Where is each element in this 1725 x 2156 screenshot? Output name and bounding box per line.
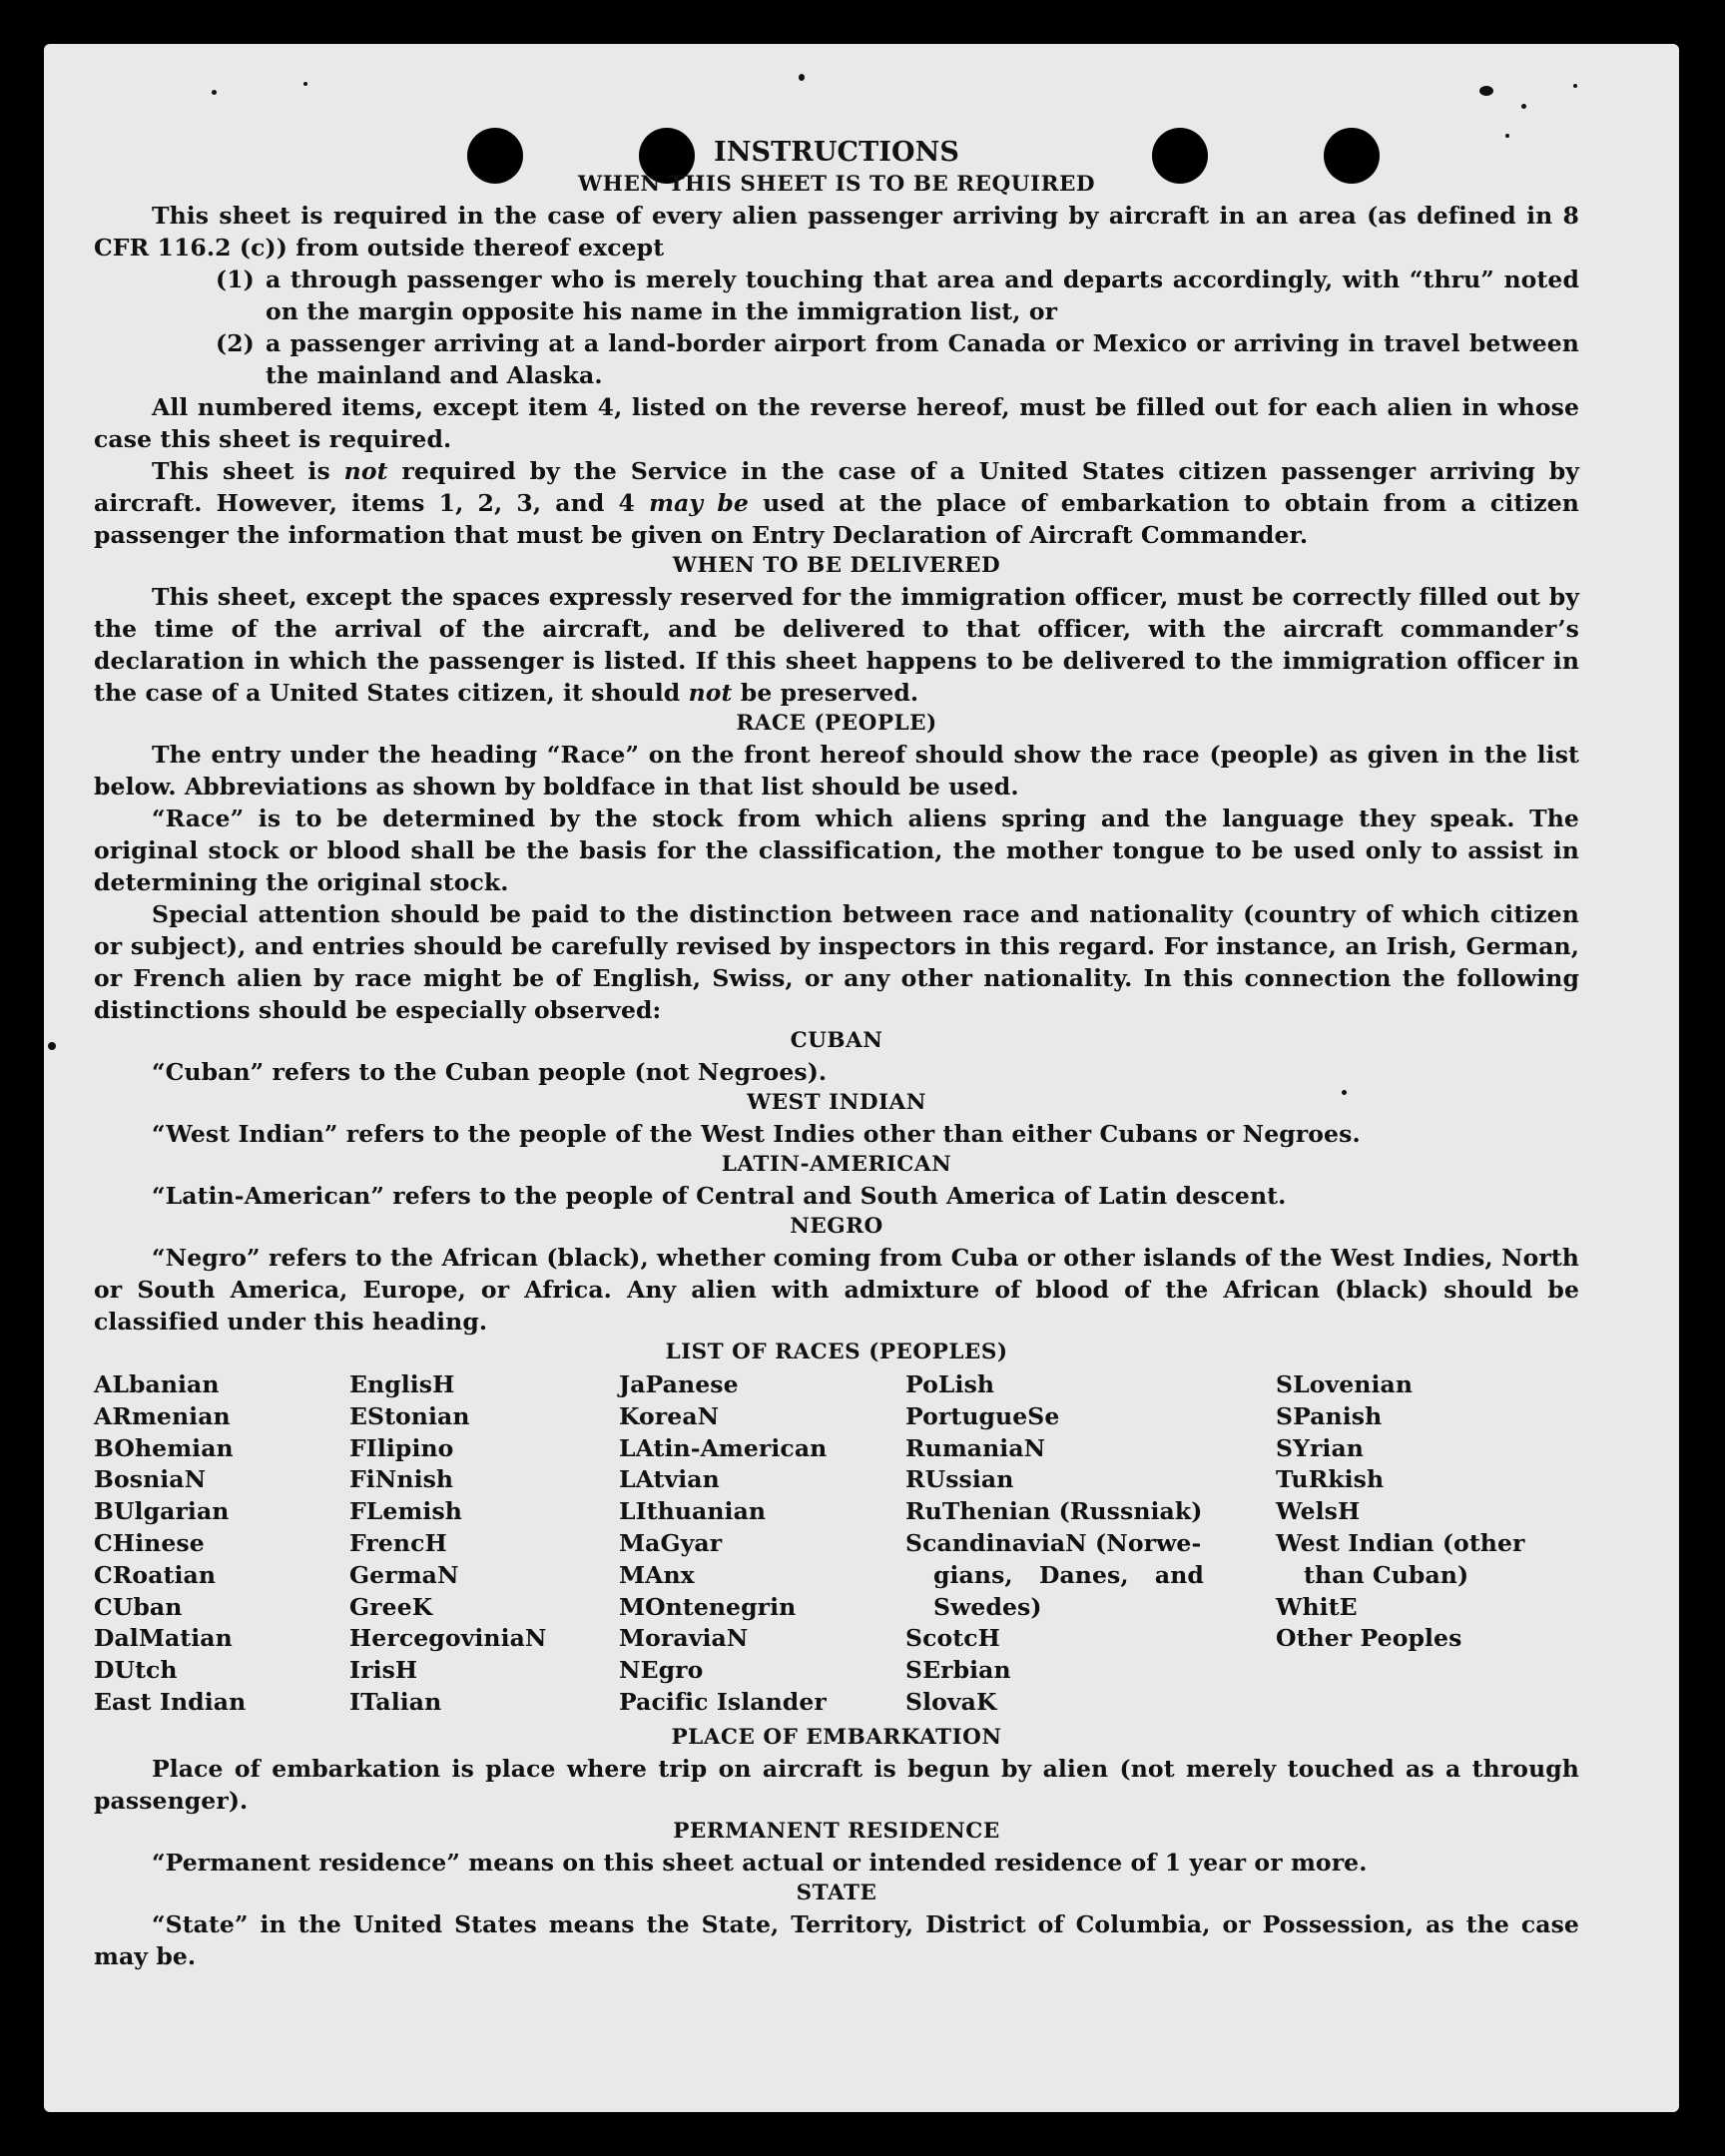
- race-item: CRoatian: [94, 1560, 217, 1589]
- race-item: SErbian: [905, 1656, 1011, 1685]
- race-item: EnglisH: [349, 1370, 455, 1398]
- race-item: RuThenian (Russniak): [905, 1497, 1203, 1526]
- race-item: PoLish: [905, 1370, 995, 1398]
- race-column-3: [619, 1369, 905, 1719]
- paragraph: The entry under the heading “Race” on the front hereof should show the race (people) as given in the list below. Abbreviations as shown by boldface in that list should be used.: [94, 741, 1579, 801]
- race-item-scandinavian-cont: Swedes): [933, 1592, 1042, 1621]
- page-title: INSTRUCTIONS: [714, 137, 959, 168]
- speck: [1521, 104, 1526, 109]
- paragraph: All numbered items, except item 4, listed on the reverse hereof, must be filled out for each alien in whose case this sheet is required.: [94, 393, 1579, 453]
- race-item: Pacific Islander: [619, 1687, 827, 1716]
- race-list: [94, 1369, 1579, 1719]
- speck: [799, 74, 805, 81]
- speck: [1479, 86, 1493, 96]
- race-item: ScotcH: [905, 1624, 1000, 1653]
- document-body: [94, 136, 1579, 1972]
- heading-negro: NEGRO: [790, 1214, 883, 1239]
- race-item: WelsH: [1276, 1497, 1361, 1526]
- heading-when-required: WHEN THIS SHEET IS TO BE REQUIRED: [578, 172, 1095, 197]
- paragraph: This sheet, except the spaces expressly reserved for the immigration officer, must be correctly filled out by the time of the arrival of the aircraft, and be delivered to that officer, with the aircraft commander’s declaration in which the passenger is listed. If this sheet happens to be delivered to the immigration officer in the case of a United States citizen, it should not be preserved.: [94, 583, 1579, 707]
- paragraph: “Latin-American” refers to the people of Central and South America of Latin descent.: [152, 1182, 1287, 1210]
- race-item: SlovaK: [905, 1687, 997, 1716]
- race-item: ALbanian: [94, 1370, 220, 1398]
- race-item: IrisH: [349, 1656, 418, 1685]
- heading-west-indian: WEST INDIAN: [747, 1090, 926, 1115]
- heading-state: STATE: [796, 1880, 877, 1905]
- paragraph: “Permanent residence” means on this sheet actual or intended residence of 1 year or more.: [152, 1848, 1368, 1877]
- race-item: East Indian: [94, 1687, 247, 1716]
- paragraph: “Negro” refers to the African (black), whether coming from Cuba or other islands of the West Indies, North or South America, Europe, or Africa. Any alien with admixture of blood of the African (black) should be classified under this heading.: [94, 1244, 1579, 1336]
- race-item: BosniaN: [94, 1465, 207, 1494]
- heading-permanent-residence: PERMANENT RESIDENCE: [673, 1818, 1000, 1844]
- race-item: MaGyar: [619, 1528, 723, 1557]
- race-item: RUssian: [905, 1465, 1014, 1494]
- speck: [48, 1042, 56, 1050]
- race-item: MAnx: [619, 1560, 695, 1589]
- race-item: TuRkish: [1276, 1465, 1385, 1494]
- heading-place-of-embarkation: PLACE OF EMBARKATION: [671, 1724, 1002, 1750]
- race-item: ARmenian: [94, 1401, 231, 1430]
- speck: [1342, 1090, 1347, 1095]
- race-item: LAtvian: [619, 1465, 720, 1494]
- item-number: (2): [216, 329, 255, 357]
- heading-list-of-races: LIST OF RACES (PEOPLES): [665, 1340, 1008, 1364]
- race-item: PortugueSe: [905, 1401, 1060, 1430]
- race-item: MoraviaN: [619, 1624, 749, 1653]
- paragraph: “State” in the United States means the State, Territory, District of Columbia, or Possession, as the case may be.: [94, 1909, 1579, 1970]
- race-item: EStonian: [349, 1401, 470, 1430]
- race-item: GreeK: [349, 1592, 433, 1621]
- race-column-1: [94, 1369, 349, 1719]
- race-item: FLemish: [349, 1497, 462, 1526]
- race-item: MOntenegrin: [619, 1592, 797, 1621]
- paragraph: This sheet is required in the case of every alien passenger arriving by aircraft in an area (as defined in 8 CFR 116.2 (c)) from outside thereof except: [94, 202, 1579, 262]
- race-item: HercegoviniaN: [349, 1624, 547, 1653]
- race-item: LAtin-American: [619, 1433, 828, 1462]
- paragraph: “Race” is to be determined by the stock from which aliens spring and the language they speak. The original stock or blood shall be the basis for the classification, the mother tongue to be used only to assist in determining the original stock.: [94, 805, 1579, 896]
- race-item: KoreaN: [619, 1401, 720, 1430]
- race-item-scandinavian: ScandinaviaN (Norwe-: [905, 1528, 1202, 1557]
- race-item: FIlipino: [349, 1433, 454, 1462]
- paragraph: “Cuban” refers to the Cuban people (not Negroes).: [152, 1058, 828, 1086]
- heading-race: RACE (PEOPLE): [736, 711, 937, 736]
- race-item: NEgro: [619, 1656, 704, 1685]
- item-number: (1): [216, 266, 255, 293]
- race-item: CHinese: [94, 1528, 205, 1557]
- speck: [1505, 134, 1509, 138]
- race-item: SPanish: [1276, 1401, 1383, 1430]
- race-column-5: [1276, 1369, 1579, 1719]
- list-item: [94, 327, 1579, 391]
- race-item: ITalian: [349, 1687, 442, 1716]
- item-text: a passenger arriving at a land-border airport from Canada or Mexico or arriving in travel between the mainland and Alaska.: [266, 329, 1579, 389]
- race-item: BOhemian: [94, 1433, 234, 1462]
- paragraph: This sheet is not required by the Service in the case of a United States citizen passenger arriving by aircraft. However, items 1, 2, 3, and 4 may be used at the place of embarkation to obtain from a citizen passenger the information that must be given on Entry Declaration of Aircraft Commander.: [94, 457, 1579, 549]
- paragraph: “West Indian” refers to the people of the West Indies other than either Cubans or Negroes.: [152, 1120, 1361, 1148]
- race-item: GermaN: [349, 1560, 459, 1589]
- race-item: SLovenian: [1276, 1370, 1414, 1398]
- race-item: JaPanese: [619, 1370, 739, 1398]
- list-item: [94, 264, 1579, 327]
- race-item-west-indian-cont: than Cuban): [1304, 1560, 1469, 1589]
- race-column-4: [905, 1369, 1276, 1719]
- race-item: FrencH: [349, 1528, 447, 1557]
- heading-when-delivered: WHEN TO BE DELIVERED: [672, 553, 1001, 578]
- race-item: SYrian: [1276, 1433, 1364, 1462]
- speck: [303, 82, 307, 86]
- race-item: BUlgarian: [94, 1497, 230, 1526]
- paragraph: Place of embarkation is place where trip on aircraft is begun by alien (not merely touched as a through passenger).: [94, 1754, 1579, 1815]
- heading-cuban: CUBAN: [790, 1028, 883, 1053]
- race-item: DalMatian: [94, 1624, 233, 1653]
- speck: [1573, 84, 1577, 88]
- race-item: Other Peoples: [1276, 1624, 1462, 1653]
- speck: [212, 90, 217, 95]
- paragraph: Special attention should be paid to the distinction between race and nationality (country of which citizen or subject), and entries should be carefully revised by inspectors in this regard. For instance, an Irish, German, or French alien by race might be of English, Swiss, or any other nationality. In this connection the following distinctions should be especially observed:: [94, 900, 1579, 1024]
- race-item: CUban: [94, 1592, 183, 1621]
- race-column-2: [349, 1369, 619, 1719]
- race-item-west-indian: West Indian (other: [1276, 1528, 1525, 1557]
- race-item: RumaniaN: [905, 1433, 1046, 1462]
- race-item: DUtch: [94, 1656, 178, 1685]
- race-item-scandinavian-cont: gians, Danes, and: [933, 1560, 1204, 1589]
- race-item: LIthuanian: [619, 1497, 767, 1526]
- race-item: FiNnish: [349, 1465, 454, 1494]
- heading-latin-american: LATIN-AMERICAN: [721, 1152, 952, 1177]
- race-item: WhitE: [1276, 1592, 1358, 1621]
- item-text: a through passenger who is merely touching that area and departs accordingly, with “thru” noted on the margin opposite his name in the immigration list, or: [266, 266, 1579, 325]
